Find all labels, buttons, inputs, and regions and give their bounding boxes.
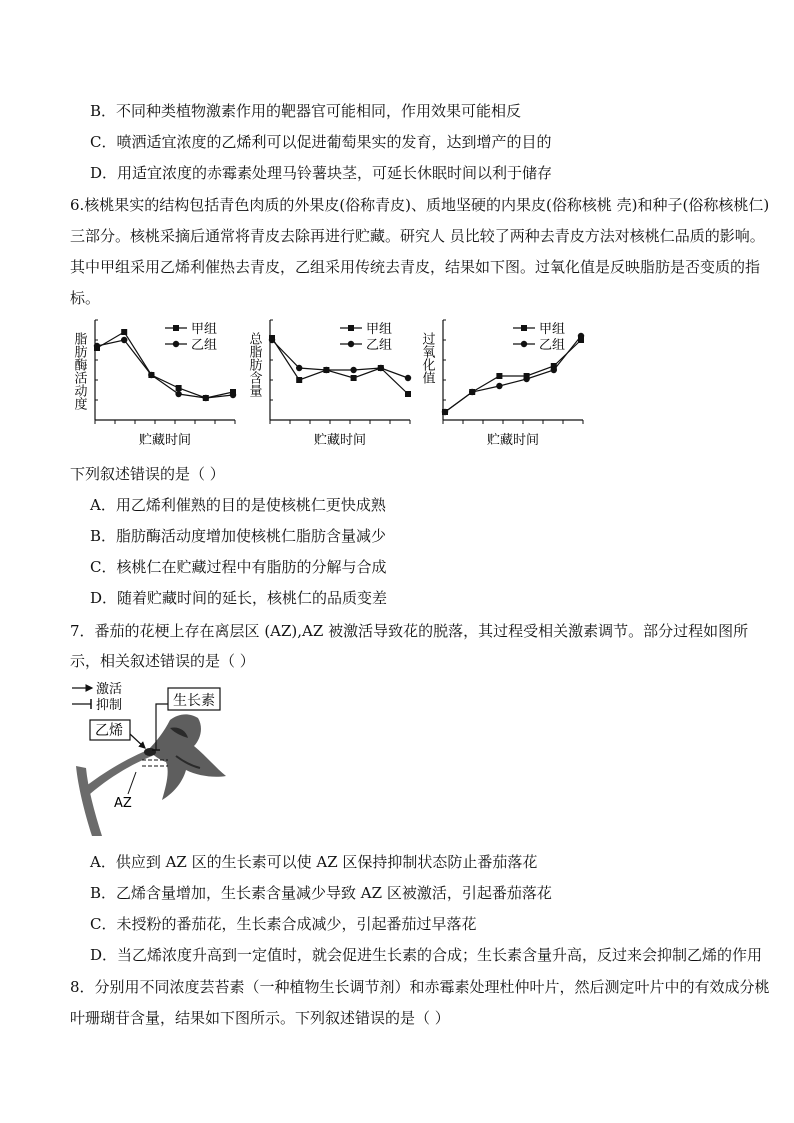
data-point-circle — [350, 367, 356, 373]
data-point-square — [405, 391, 411, 397]
legend-inhibit: 抑制 — [96, 698, 123, 713]
data-point-square — [296, 377, 302, 383]
q5-option-c: C．喷洒适宜浓度的乙烯利可以促进葡萄果实的发育，达到增产的目的 — [90, 133, 552, 151]
legend-marker-circle — [173, 341, 179, 347]
q7-option-b: B．乙烯含量增加，生长素含量减少导致 AZ 区被激活，引起番茄落花 — [90, 884, 552, 902]
legend-label: 甲组 — [191, 322, 218, 337]
y-axis-label: 总脂肪含量 — [246, 332, 262, 397]
label-ethylene: 乙烯 — [95, 723, 123, 739]
legend-activate: 激活 — [96, 682, 123, 697]
q6-prompt: 下列叙述错误的是（ ） — [70, 465, 225, 483]
q6-stem-line-1: 6.核桃果实的结构包括青色肉质的外果皮(俗称青皮)、质地坚硬的内果皮(俗称核桃 壳)和种子(俗称核桃仁) — [70, 196, 770, 214]
q6-stem-line-3: 其中甲组采用乙烯利催热去青皮，乙组采用传统去青皮，结果如下图。过氧化值是反映脂肪是否变质的指 — [70, 258, 761, 276]
legend-label: 乙组 — [366, 338, 393, 353]
legend-label: 乙组 — [539, 338, 566, 353]
data-point-circle — [378, 365, 384, 371]
legend-marker-circle — [348, 341, 354, 347]
y-axis-label: 脂肪酶活动度 — [71, 332, 87, 410]
data-point-circle — [230, 392, 236, 398]
q6-option-d: D．随着贮藏时间的延长，核桃仁的品质变差 — [90, 589, 388, 607]
data-point-circle — [496, 383, 502, 389]
data-point-square — [351, 375, 357, 381]
q8-stem-line-1: 8．分别用不同浓度芸苔素（一种植物生长调节剂）和赤霉素处理杜仲叶片，然后测定叶片中的有效成分桃 — [70, 978, 770, 996]
q7-option-d: D．当乙烯浓度升高到一定值时，就会促进生长素的合成；生长素含量升高，反过来会抑制乙烯的作用 — [90, 946, 763, 964]
q8-stem-line-2: 叶珊瑚苷含量，结果如下图所示。下列叙述错误的是（ ） — [70, 1009, 450, 1027]
legend-marker-circle — [521, 341, 527, 347]
flower-stem — [76, 766, 102, 836]
legend-marker-square — [348, 325, 354, 331]
az-node — [144, 748, 156, 756]
q6-option-c: C．核桃仁在贮藏过程中有脂肪的分解与合成 — [90, 558, 387, 576]
q6-stem-line-2: 三部分。核桃采摘后通常将青皮去除再进行贮藏。研究人 员比较了两种去青皮方法对核桃仁品质的影响。 — [70, 227, 765, 245]
data-point-circle — [296, 365, 302, 371]
q5-option-b: B．不同种类植物激素作用的靶器官可能相同，作用效果可能相反 — [90, 102, 522, 120]
x-axis-label: 贮藏时间 — [138, 433, 192, 448]
legend-marker-square — [521, 325, 527, 331]
data-point-circle — [269, 337, 275, 343]
data-point-circle — [469, 389, 475, 395]
q6-option-a: A．用乙烯利催熟的目的是使核桃仁更快成熟 — [90, 496, 386, 514]
q7-option-c: C．未授粉的番茄花，生长素合成减少，引起番茄过早落花 — [90, 915, 477, 933]
data-point-circle — [442, 409, 448, 415]
data-point-circle — [405, 375, 411, 381]
q6-stem-line-4: 标。 — [70, 289, 101, 307]
q6-option-b: B．脂肪酶活动度增加使核桃仁脂肪含量减少 — [90, 527, 387, 545]
y-axis-label: 过氧化值 — [419, 332, 435, 384]
q5-option-d: D．用适宜浓度的赤霉素处理马铃薯块茎，可延长休眠时间以利于储存 — [90, 164, 553, 182]
q7-option-a: A．供应到 AZ 区的生长素可以使 AZ 区保持抑制状态防止番茄落花 — [90, 853, 538, 871]
data-point-square — [496, 373, 502, 379]
data-point-circle — [323, 367, 329, 373]
data-point-circle — [523, 376, 529, 382]
data-point-circle — [148, 372, 154, 378]
data-point-circle — [121, 337, 127, 343]
label-auxin: 生长素 — [173, 693, 215, 709]
legend-marker-square — [173, 325, 179, 331]
legend-label: 甲组 — [366, 322, 393, 337]
q6-charts — [60, 312, 620, 457]
data-point-circle — [578, 333, 584, 339]
data-point-square — [176, 385, 182, 391]
legend-label: 甲组 — [539, 322, 566, 337]
x-axis-label: 贮藏时间 — [486, 433, 540, 448]
data-point-circle — [551, 367, 557, 373]
data-point-circle — [94, 343, 100, 349]
label-az: AZ — [114, 796, 132, 811]
q7-stem-line-2: 示，相关叙述错误的是（ ） — [70, 652, 255, 670]
x-axis-label: 贮藏时间 — [313, 433, 367, 448]
data-point-circle — [175, 391, 181, 397]
legend-label: 乙组 — [191, 338, 218, 353]
q7-flower-diagram — [66, 676, 236, 841]
data-point-circle — [203, 395, 209, 401]
data-point-square — [121, 329, 127, 335]
flower-petals — [148, 714, 226, 800]
q7-stem-line-1: 7．番茄的花梗上存在离层区 (AZ),AZ 被激活导致花的脱落，其过程受相关激素调节。部分过程如图所 — [70, 622, 749, 640]
